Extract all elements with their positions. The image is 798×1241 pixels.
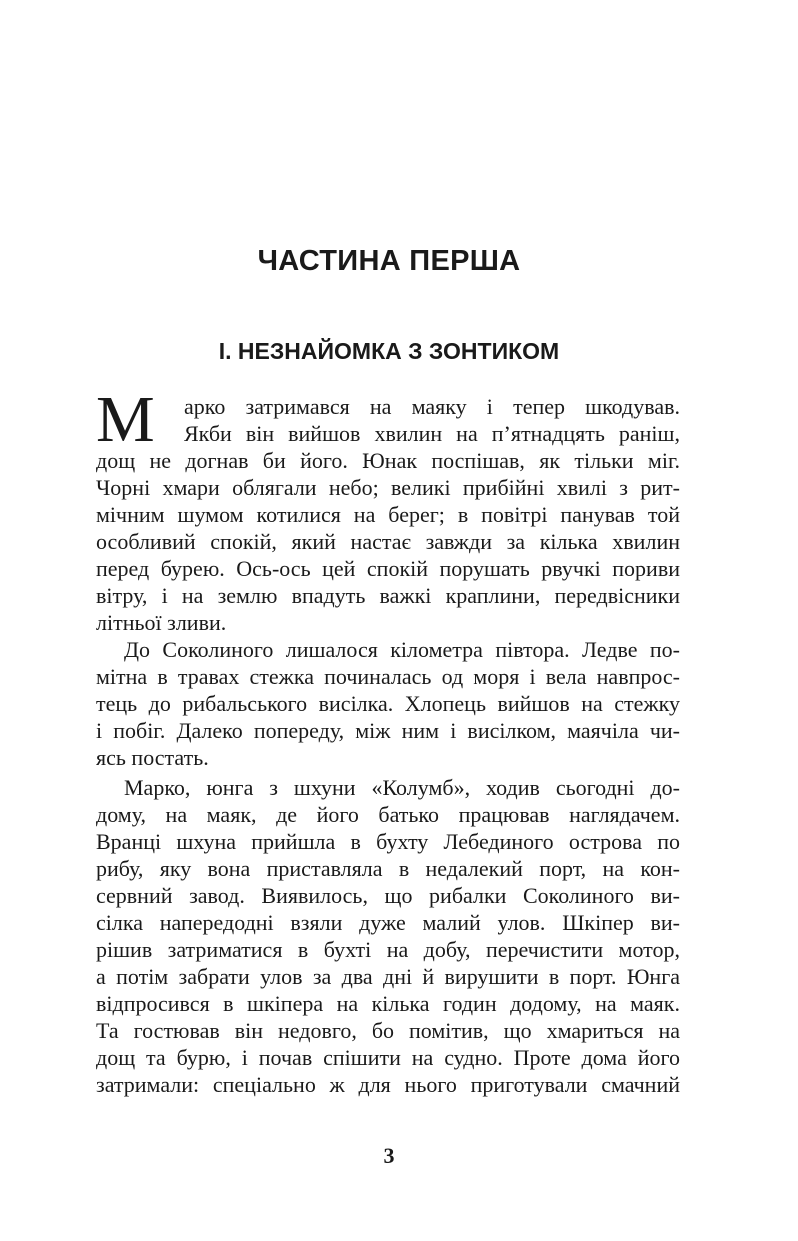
text-line: дощ не догнав би його. Юнак поспішав, як тільки міг. — [96, 448, 680, 473]
chapter-title: І. НЕЗНАЙОМКА З ЗОНТИКОМ — [218, 338, 560, 364]
text-line: Вранці шхуна прийшла в бухту Лебединого острова по — [96, 829, 680, 854]
text-line: рибу, яку вона приставляла в недалекий порт, на кон- — [96, 856, 680, 881]
text-line: рішив затриматися в бухті на добу, перечистити мотор, — [96, 937, 680, 962]
text-line: літньої зливи. — [96, 610, 227, 635]
text-line: дому, на маяк, де його батько працював наглядачем. — [96, 802, 680, 827]
text-line: сервний завод. Виявилось, що рибалки Соколиного ви- — [96, 883, 680, 908]
text-line: Марко, юнга з шхуни «Колумб», ходив сьогодні до- — [124, 775, 680, 800]
text-line: сілка напередодні взяли дуже малий улов. Шкіпер ви- — [96, 910, 680, 935]
part-title: ЧАСТИНА ПЕРША — [257, 245, 521, 277]
text-line: Якби він вийшов хвилин на п’ятнадцять раніш, — [184, 421, 680, 446]
text-line: відпросився в шкіпера на кілька годин додому, на маяк. — [96, 991, 680, 1016]
text-line: мічним шумом котилися на берег; в повітрі панував той — [96, 502, 680, 527]
text-line: Чорні хмари облягали небо; великі прибійні хвилі з рит- — [96, 475, 680, 500]
drop-cap: М — [96, 383, 155, 456]
text-line: а потім забрати улов за два дні й вирушити в порт. Юнга — [96, 964, 680, 989]
text-line: Та гостював він недовго, бо помітив, що хмариться на — [96, 1018, 680, 1043]
page-number: 3 — [383, 1143, 395, 1168]
text-line: і побіг. Далеко попереду, між ним і висілком, маячіла чи- — [96, 718, 680, 743]
text-line: дощ та бурю, і почав спішити на судно. Проте дома його — [96, 1045, 680, 1070]
text-line: тець до рибальського висілка. Хлопець вийшов на стежку — [96, 691, 680, 716]
text-line: ясь постать. — [96, 745, 209, 770]
text-line: вітру, і на землю впадуть важкі краплини, передвісники — [96, 583, 680, 608]
text-line: арко затримався на маяку і тепер шкодував. — [184, 394, 680, 419]
text-line: До Соколиного лишалося кілометра півтора. Ледве по- — [124, 637, 680, 662]
text-line: мітна в травах стежка починалась од моря і вела навпрос- — [96, 664, 680, 689]
text-line: затримали: спеціально ж для нього приготували смачний — [96, 1072, 680, 1097]
text-line: перед бурею. Ось-ось цей спокій порушать рвучкі пориви — [96, 556, 680, 581]
text-line: особливий спокій, який настає завжди за кілька хвилин — [96, 529, 680, 554]
